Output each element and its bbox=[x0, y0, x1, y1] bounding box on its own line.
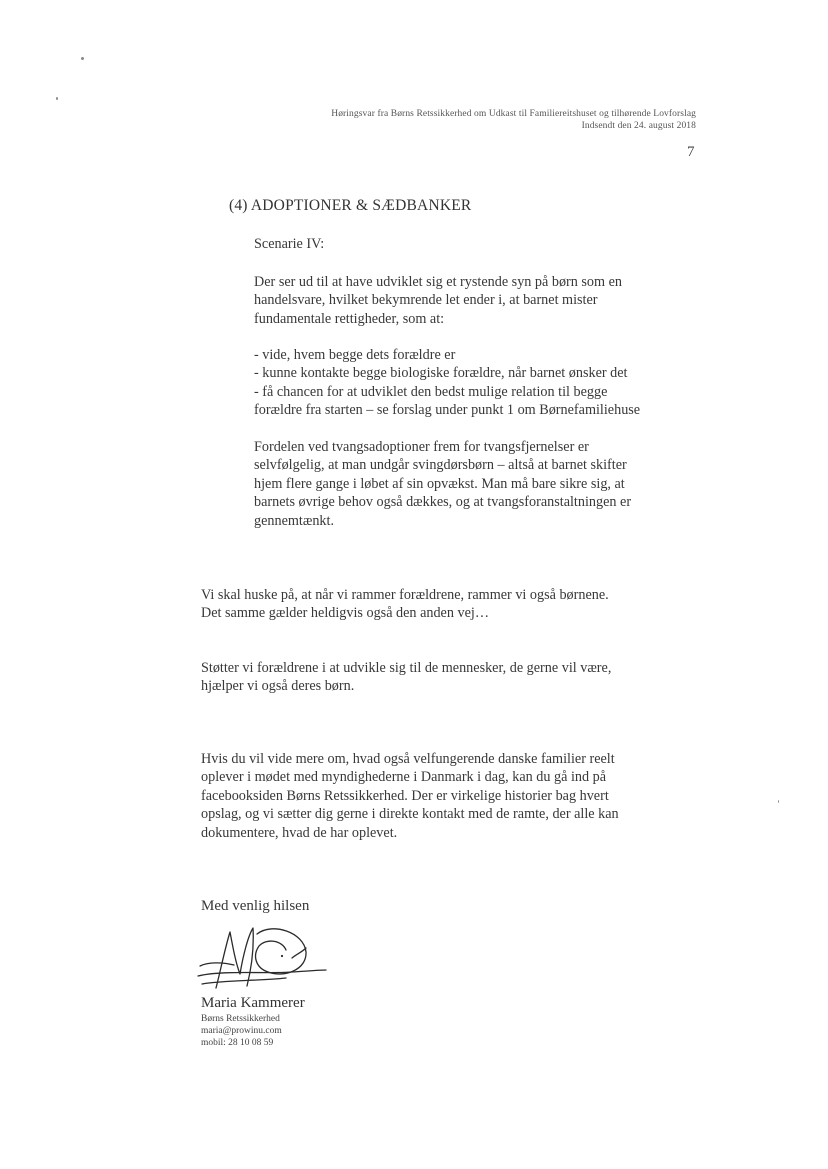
text-line: Der ser ud til at have udviklet sig et rystende syn på børn som en bbox=[254, 274, 623, 290]
scan-speck bbox=[81, 57, 84, 60]
header-date: Indsendt den 24. august 2018 bbox=[581, 121, 696, 131]
list-item: - kunne kontakte begge biologiske forældre, når barnet ønsker det bbox=[254, 365, 628, 382]
signer-mobile: mobil: 28 10 08 59 bbox=[201, 1038, 274, 1048]
paragraph-parents-children bbox=[201, 586, 609, 623]
text-line: Vi skal huske på, at når vi rammer forældrene, rammer vi også børnene. bbox=[201, 587, 609, 603]
list-item: - vide, hvem begge dets forældre er bbox=[254, 347, 456, 363]
text-line: opslag, og vi sætter dig gerne i direkte kontakt med de ramte, der alle kan bbox=[201, 806, 619, 823]
scenario-label: Scenarie IV: bbox=[254, 236, 325, 252]
text-line: selvfølgelig, at man undgår svingdørsbørn – altså at barnet skifter bbox=[254, 457, 627, 474]
text-line: Det samme gælder heldigvis også den anden vej… bbox=[201, 605, 490, 622]
rights-list bbox=[254, 346, 640, 420]
intro-paragraph bbox=[254, 273, 622, 328]
text-line: barnets øvrige behov også dækkes, og at tvangsforanstaltningen er bbox=[254, 494, 632, 511]
signer-name: Maria Kammerer bbox=[201, 995, 305, 1011]
text-line: gennemtænkt. bbox=[254, 512, 334, 529]
handwritten-signature bbox=[196, 918, 328, 1000]
page-number: 7 bbox=[687, 144, 695, 160]
adoption-paragraph bbox=[254, 438, 631, 530]
text-line: Hvis du vil vide mere om, hvad også velfungerende danske familier reelt bbox=[201, 751, 615, 767]
scan-speck bbox=[56, 97, 58, 100]
text-line: Støtter vi forældrene i at udvikle sig til de mennesker, de gerne vil være, bbox=[201, 660, 612, 676]
section-heading: (4) ADOPTIONER & SÆDBANKER bbox=[229, 197, 472, 214]
signer-email: maria@prowinu.com bbox=[201, 1026, 282, 1036]
text-line: hjem flere gange i løbet af sin opvækst. Man må bare sikre sig, at bbox=[254, 475, 625, 492]
paragraph-support-parents bbox=[201, 659, 611, 696]
header-title: Høringsvar fra Børns Retssikkerhed om Udkast til Familiereitshuset og tilhørende Lovforslag bbox=[331, 109, 696, 119]
text-line: handelsvare, hvilket bekymrende let ender i, at barnet mister bbox=[254, 292, 598, 309]
scan-speck bbox=[778, 800, 779, 803]
text-line: oplever i mødet med myndighederne i Danmark i dag, kan du gå ind på bbox=[201, 769, 607, 786]
signer-organization: Børns Retssikkerhed bbox=[201, 1014, 280, 1024]
list-item: forældre fra starten – se forslag under punkt 1 om Børnefamiliehuse bbox=[254, 402, 641, 419]
closing-greeting: Med venlig hilsen bbox=[201, 898, 310, 914]
paragraph-more-info bbox=[201, 750, 619, 842]
text-line: dokumentere, hvad de har oplevet. bbox=[201, 824, 398, 841]
text-line: hjælper vi også deres børn. bbox=[201, 678, 355, 695]
text-line: Fordelen ved tvangsadoptioner frem for tvangsfjernelser er bbox=[254, 439, 589, 455]
list-item: - få chancen for at udviklet den bedst mulige relation til begge bbox=[254, 383, 608, 400]
text-line: fundamentale rettigheder, som at: bbox=[254, 310, 445, 327]
text-line: facebooksiden Børns Retssikkerhed. Der er virkelige historier bag hvert bbox=[201, 787, 609, 804]
